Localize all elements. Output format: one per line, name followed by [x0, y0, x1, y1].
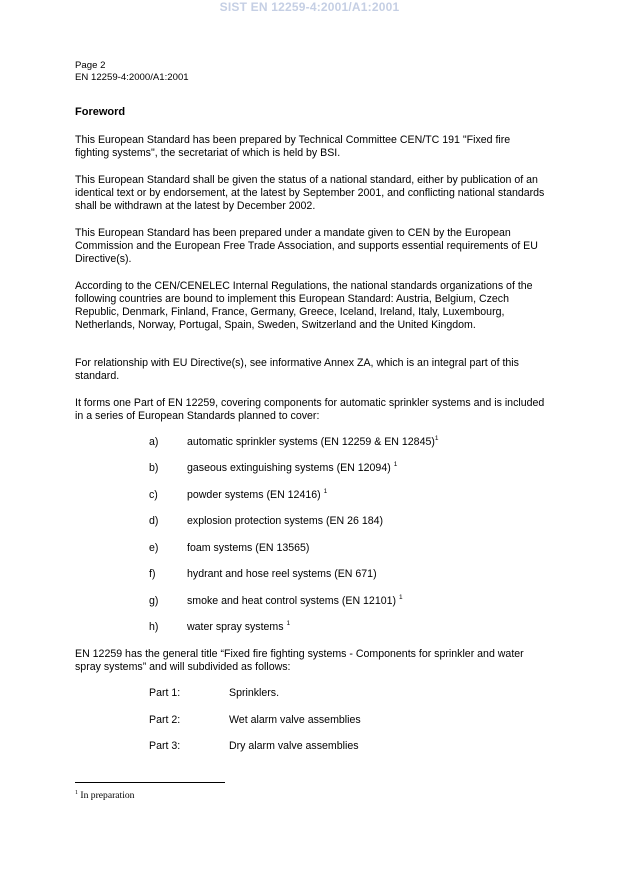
- footnote-ref: 1: [286, 620, 291, 627]
- footnote: [75, 790, 134, 801]
- footnote-separator: [75, 782, 225, 783]
- list-item-text: foam systems (EN 13565): [187, 542, 310, 554]
- list-item-text: automatic sprinkler systems (EN 12259 & EN 12845)$^1$: [187, 435, 439, 448]
- list-item-letter: d): [149, 515, 159, 527]
- part-label: Part 3:: [149, 740, 181, 752]
- part-text: Dry alarm valve assemblies: [229, 740, 359, 752]
- footnote-text: In preparation: [78, 790, 135, 801]
- list-item-letter: c): [149, 489, 158, 501]
- footnote-ref: 1: [323, 488, 328, 495]
- footnote-ref: 1: [393, 461, 398, 468]
- paragraph-general-title: EN 12259 has the general title “Fixed fire fighting systems - Components for sprinkler and water spray systems” and will subdivided as follows:: [75, 648, 524, 673]
- paragraph-committee: This European Standard has been prepared by Technical Committee CEN/TC 191 "Fixed fire fighting systems", the secretariat of which is held by BSI.: [75, 134, 511, 159]
- part-label: Part 2:: [149, 714, 181, 726]
- list-item-letter: g): [149, 595, 159, 607]
- document-id: EN 12259-4:2000/A1:2001: [75, 72, 189, 83]
- list-item-text: hydrant and hose reel systems (EN 671): [187, 568, 377, 580]
- list-item-text: gaseous extinguishing systems (EN 12094) $^1$: [187, 461, 398, 474]
- list-item-text: smoke and heat control systems (EN 12101) $^1$: [187, 594, 403, 607]
- footnote-marker: 1: [75, 790, 78, 796]
- list-item-letter: b): [149, 462, 159, 474]
- list-item-letter: h): [149, 621, 159, 633]
- part-text: Wet alarm valve assemblies: [229, 714, 361, 726]
- list-item-text: water spray systems $^1$: [187, 620, 291, 633]
- list-item-letter: a): [149, 436, 159, 448]
- foreword-heading: Foreword: [75, 106, 126, 118]
- paragraph-annex: For relationship with EU Directive(s), see informative Annex ZA, which is an integral part of this standard.: [75, 357, 519, 382]
- footnote-ref: 1: [398, 594, 403, 601]
- part-text: Sprinklers.: [229, 687, 280, 699]
- list-item-text: powder systems (EN 12416) $^1$: [187, 488, 328, 501]
- part-label: Part 1:: [149, 687, 181, 699]
- page-number: Page 2: [75, 60, 106, 71]
- list-item-text: explosion protection systems (EN 26 184): [187, 515, 384, 527]
- paragraph-status: This European Standard shall be given the status of a national standard, either by publication of an identical text or by endorsement, at the latest by September 2001, and conflicting national standards shall be withdrawn at the latest by December 2002.: [75, 174, 545, 212]
- page-header: [75, 60, 189, 84]
- footnote-ref: 1: [434, 435, 439, 442]
- watermark: SIST EN 12259-4:2001/A1:2001: [219, 0, 400, 14]
- list-item-letter: e): [149, 542, 159, 554]
- paragraph-mandate: This European Standard has been prepared under a mandate given to CEN by the European Commission and the European Free Trade Association, and supports essential requirements of EU Directive(s).: [75, 227, 538, 265]
- paragraph-series: It forms one Part of EN 12259, covering components for automatic sprinkler systems and is included in a series of European Standards planned to cover:: [75, 397, 545, 422]
- paragraph-countries: According to the CEN/CENELEC Internal Regulations, the national standards organizations of the following countries are bound to implement this European Standard: Austria, Belgium, Czech Republic, Denmark, Finland, France, Germany, Greece, Iceland, Ireland, Italy, Luxembourg, Netherlands, Norway, Portugal, Spain, Sweden, Switzerland and the United Kingdom.: [75, 280, 533, 331]
- list-item-letter: f): [149, 568, 156, 580]
